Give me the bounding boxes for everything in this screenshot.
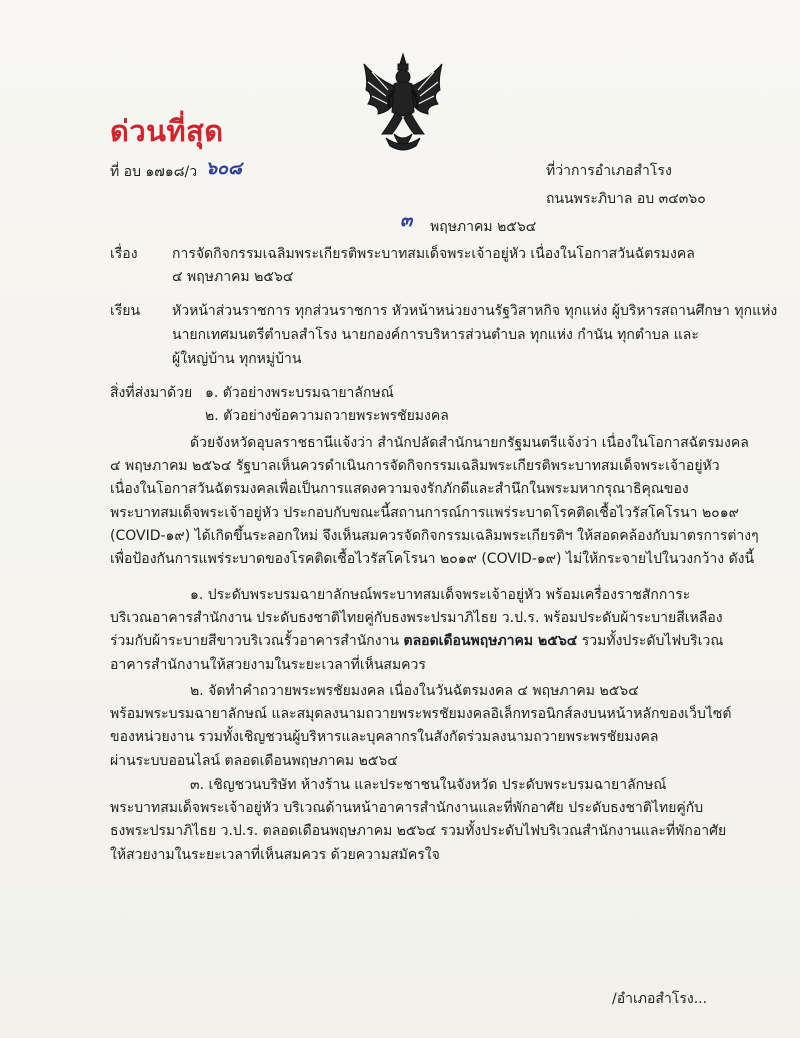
body-line: ของหน่วยงาน รวมทั้งเชิญชวนผู้บริหารและบุคลากรในสังกัดร่วมลงนามถวายพระพรชัยมงคล <box>110 729 659 746</box>
addressee-line3: ผู้ใหญ่บ้าน ทุกหมู่บ้าน <box>172 351 302 367</box>
enclosure-item-1: ๑. ตัวอย่างพระบรมฉายาลักษณ์ <box>205 385 394 401</box>
subject-label: เรื่อง <box>110 246 138 262</box>
body-line: ๒. จัดทำคำถวายพระพรชัยมงคล เนื่องในวันฉัตรมงคล ๔ พฤษภาคม ๒๕๖๔ <box>190 683 639 699</box>
body-line: พระบาทสมเด็จพระเจ้าอยู่หัว บริเวณด้านหน้าอาคารสำนักงานและที่พักอาศัย ประดับธงชาติไทยคู่กับ <box>110 800 704 817</box>
document-date: พฤษภาคม ๒๕๖๔ <box>430 219 537 235</box>
body-text-bold: ตลอดเดือนพฤษภาคม ๒๕๖๔ <box>403 633 578 650</box>
continuation-marker: /อำเภอสำโรง... <box>612 991 708 1007</box>
body-text: ร่วมกับผ้าระบายสีขาวบริเวณรั้วอาคารสำนักงาน <box>110 633 404 650</box>
body-line: เพื่อป้องกันการแพร่ระบาดของโรคติดเชื้อไวรัสโคโรนา ๒๐๑๙ (COVID-๑๙) ไม่ให้กระจายไปในวงกว้าง ดังนี้ <box>110 551 755 568</box>
body-line: ๔ พฤษภาคม ๒๕๖๔ รัฐบาลเห็นควรดำเนินการจัดกิจกรรมเฉลิมพระเกียรติพระบาทสมเด็จพระเจ้าอยู่หัว <box>110 458 720 475</box>
document-number-handwritten: ๖๐๘ <box>205 158 242 179</box>
urgent-stamp: ด่วนที่สุด <box>110 114 224 148</box>
body-line <box>110 630 724 653</box>
body-line: ๑. ประดับพระบรมฉายาลักษณ์พระบาทสมเด็จพระเจ้าอยู่หัว พร้อมเครื่องราชสักการะ <box>190 587 691 603</box>
office-address-line1: ที่ว่าการอำเภอสำโรง <box>546 163 672 179</box>
enclosures-label: สิ่งที่ส่งมาด้วย <box>110 385 193 401</box>
body-line: พร้อมพระบรมฉายาลักษณ์ และสมุดลงนามถวายพระพรชัยมงคลอิเล็กทรอนิกส์ลงบนหน้าหลักของเว็บไซต์ <box>110 706 732 723</box>
subject-line1: การจัดกิจกรรมเฉลิมพระเกียรติพระบาทสมเด็จพระเจ้าอยู่หัว เนื่องในโอกาสวันฉัตรมงคล <box>172 246 695 262</box>
document-number <box>110 158 242 181</box>
body-paragraph-3 <box>110 680 732 773</box>
subject-line2: ๔ พฤษภาคม ๒๕๖๔ <box>172 269 294 285</box>
enclosure-item-2: ๒. ตัวอย่างข้อความถวายพระพรชัยมงคล <box>205 408 449 424</box>
garuda-emblem-icon <box>358 50 448 160</box>
body-line: ธงพระปรมาภิไธย ว.ป.ร. ตลอดเดือนพฤษภาคม ๒๕๖๔ รวมทั้งประดับไฟบริเวณสำนักงานและที่พักอาศัย <box>110 823 727 840</box>
body-paragraph-4 <box>110 774 727 867</box>
body-paragraph-2 <box>110 584 724 677</box>
addressee-line2: นายกเทศมนตรีตำบลสำโรง นายกองค์การบริหารส่วนตำบล ทุกแห่ง กำนัน ทุกตำบล และ <box>172 327 699 343</box>
body-line: (COVID-๑๙) ได้เกิดขึ้นระลอกใหม่ จึงเห็นสมควรจัดกิจกรรมเฉลิมพระเกียรติฯ ให้สอดคล้องกับมาตรการต่างๆ <box>110 527 759 544</box>
body-line: ผ่านระบบออนไลน์ ตลอดเดือนพฤษภาคม ๒๕๖๔ <box>110 752 398 769</box>
body-line: พระบาทสมเด็จพระเจ้าอยู่หัว ประกอบกับขณะนี้สถานการณ์การแพร่ระบาดโรคติดเชื้อไวรัสโคโรนา ๒๐๑๙ <box>110 504 739 521</box>
document-number-prefix: ที่ อบ ๑๗๑๘/ว <box>110 164 198 180</box>
office-address-line2: ถนนพระภิบาล อบ ๓๔๓๖๐ <box>546 191 706 207</box>
body-paragraph-1 <box>110 432 759 571</box>
body-line: อาคารสำนักงานให้สวยงามในระยะเวลาที่เห็นสมควร <box>110 656 426 673</box>
body-line: ด้วยจังหวัดอุบลราชธานีแจ้งว่า สำนักปลัดสำนักนายกรัฐมนตรีแจ้งว่า เนื่องในโอกาสฉัตรมงคล <box>190 435 749 451</box>
body-line: ๓. เชิญชวนบริษัท ห้างร้าน และประชาชนในจังหวัด ประดับพระบรมฉายาลักษณ์ <box>190 777 667 793</box>
addressee-line1: หัวหน้าส่วนราชการ ทุกส่วนราชการ หัวหน้าหน่วยงานรัฐวิสาหกิจ ทุกแห่ง ผู้บริหารสถานศึกษา ทุกแห่ง <box>172 303 778 319</box>
body-line: เนื่องในโอกาสวันฉัตรมงคลเพื่อเป็นการแสดงความจงรักภักดีและสำนึกในพระมหากรุณาธิคุณของ <box>110 481 689 498</box>
body-line: บริเวณอาคารสำนักงาน ประดับธงชาติไทยคู่กับธงพระปรมาภิไธย ว.ป.ร. พร้อมประดับผ้าระบายสีเหลือง <box>110 610 723 627</box>
addressee-label: เรียน <box>110 303 141 319</box>
date-day-handwritten: ๓ <box>400 210 413 231</box>
body-text: รวมทั้งประดับไฟบริเวณ <box>577 633 724 650</box>
body-line: ให้สวยงามในระยะเวลาที่เห็นสมควร ด้วยความสมัครใจ <box>110 846 440 863</box>
